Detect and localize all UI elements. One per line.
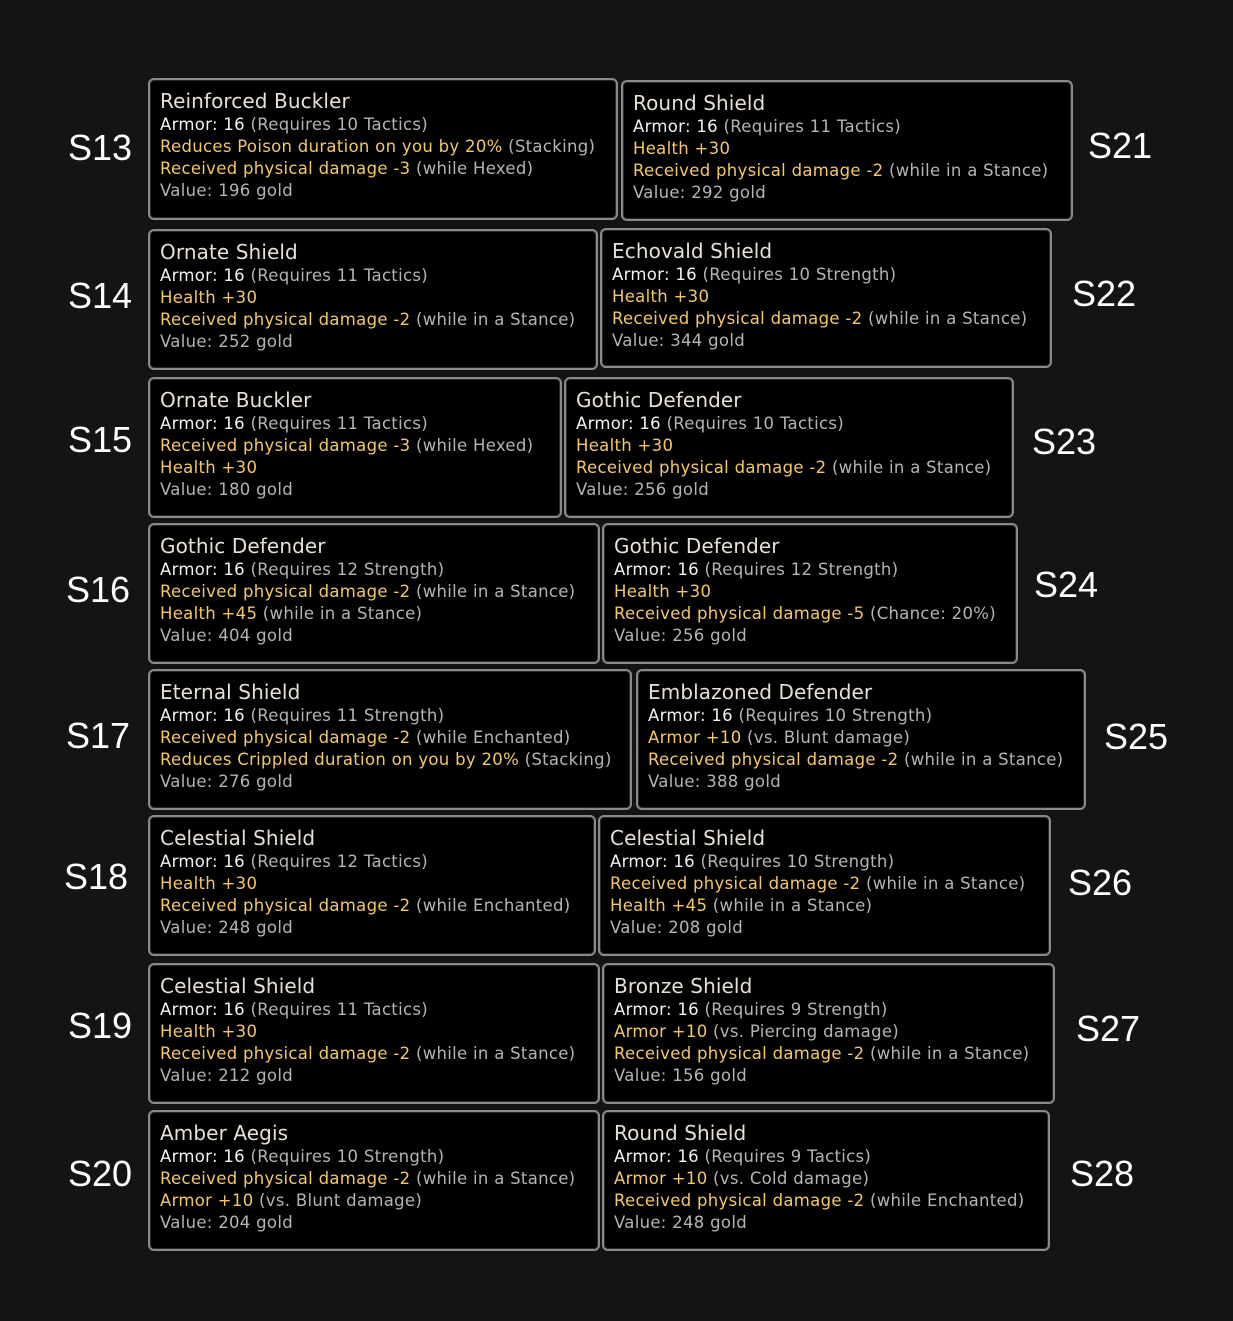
stat-note: (while in a Stance) bbox=[410, 310, 576, 329]
stat-note: Value: 212 gold bbox=[160, 1066, 293, 1085]
item-name: Gothic Defender bbox=[160, 534, 326, 558]
item-name: Echovald Shield bbox=[612, 239, 773, 263]
stat-line bbox=[576, 457, 1002, 479]
stat-note: Value: 292 gold bbox=[633, 183, 766, 202]
stat-modifier: Received physical damage -2 bbox=[633, 161, 884, 180]
stat-note: (Chance: 20%) bbox=[864, 604, 996, 623]
stat-line bbox=[160, 581, 588, 603]
stat-line bbox=[648, 749, 1074, 771]
stat-line bbox=[614, 999, 1043, 1021]
stat-note: Value: 180 gold bbox=[160, 480, 293, 499]
stat-line bbox=[614, 1065, 1043, 1087]
stat-line bbox=[160, 559, 588, 581]
slot-label-s22: S22 bbox=[1072, 273, 1137, 314]
item-name: Reinforced Buckler bbox=[160, 89, 350, 113]
stat-modifier: Health +30 bbox=[576, 436, 674, 455]
stat-modifier: Received physical damage -2 bbox=[160, 896, 411, 915]
stat-line bbox=[633, 160, 1061, 182]
stat-modifier: Received physical damage -2 bbox=[160, 582, 411, 601]
stat-note: (while in a Stance) bbox=[862, 309, 1028, 328]
slot-label-s28: S28 bbox=[1070, 1153, 1135, 1194]
stat-modifier: Health +30 bbox=[160, 288, 258, 307]
item-name: Celestial Shield bbox=[160, 974, 316, 998]
stat-line bbox=[612, 308, 1040, 330]
stat-modifier: Reduces Crippled duration on you by 20% bbox=[160, 750, 520, 769]
stat-value: Armor: 16 bbox=[612, 265, 697, 284]
stat-note: (while Hexed) bbox=[410, 436, 534, 455]
stat-note: Value: 276 gold bbox=[160, 772, 293, 791]
stat-line bbox=[610, 895, 1039, 917]
stat-note: Value: 252 gold bbox=[160, 332, 293, 351]
stat-note: (while in a Stance) bbox=[898, 750, 1064, 769]
slot-label-s18: S18 bbox=[64, 856, 129, 897]
stat-line bbox=[160, 771, 620, 793]
stat-note: (Stacking) bbox=[519, 750, 612, 769]
slot-label-s15: S15 bbox=[68, 419, 133, 460]
stat-note: (while in a Stance) bbox=[864, 1044, 1030, 1063]
stat-line bbox=[614, 1168, 1038, 1190]
stat-value: Armor: 16 bbox=[160, 1000, 245, 1019]
stat-line bbox=[160, 114, 606, 136]
stat-note: (while Enchanted) bbox=[410, 728, 571, 747]
slot-label-s21: S21 bbox=[1088, 125, 1153, 166]
slot-label-s26: S26 bbox=[1068, 862, 1133, 903]
stat-modifier: Received physical damage -2 bbox=[610, 874, 861, 893]
stat-value: Armor: 16 bbox=[576, 414, 661, 433]
stat-modifier: Health +30 bbox=[614, 582, 712, 601]
stat-line bbox=[160, 1168, 588, 1190]
item-card-s19 bbox=[148, 963, 600, 1104]
slot-label-s20: S20 bbox=[68, 1153, 133, 1194]
stat-line bbox=[160, 331, 586, 353]
stat-line bbox=[160, 309, 586, 331]
stat-note: (Requires 12 Strength) bbox=[698, 560, 899, 579]
stat-line bbox=[614, 625, 1006, 647]
stat-modifier: Health +30 bbox=[160, 874, 258, 893]
stat-note: (Requires 10 Strength) bbox=[696, 265, 897, 284]
stat-line bbox=[160, 1190, 588, 1212]
stat-note: (while in a Stance) bbox=[860, 874, 1026, 893]
stat-note: (Stacking) bbox=[502, 137, 596, 156]
stat-line bbox=[160, 158, 606, 180]
stat-line bbox=[160, 917, 584, 939]
stat-modifier: Received physical damage -2 bbox=[160, 728, 411, 747]
item-name: Celestial Shield bbox=[610, 826, 766, 850]
stat-line bbox=[160, 727, 620, 749]
stat-line bbox=[160, 457, 550, 479]
stat-value: Armor: 16 bbox=[614, 1000, 699, 1019]
stat-line bbox=[160, 1212, 588, 1234]
stat-modifier: Received physical damage -2 bbox=[160, 310, 411, 329]
stat-line bbox=[614, 581, 1006, 603]
stat-line bbox=[612, 330, 1040, 352]
stat-modifier: Health +30 bbox=[612, 287, 710, 306]
stat-modifier: Received physical damage -2 bbox=[648, 750, 899, 769]
stat-line bbox=[160, 479, 550, 501]
stat-note: (Requires 11 Tactics) bbox=[244, 1000, 428, 1019]
stat-line bbox=[160, 851, 584, 873]
stat-line bbox=[160, 136, 606, 158]
stat-line bbox=[614, 1212, 1038, 1234]
item-card-s28 bbox=[602, 1110, 1050, 1251]
stat-line bbox=[160, 873, 584, 895]
slot-label-s19: S19 bbox=[68, 1005, 133, 1046]
stat-note: (while in a Stance) bbox=[410, 582, 576, 601]
stat-line bbox=[614, 559, 1006, 581]
stat-note: (while Enchanted) bbox=[410, 896, 571, 915]
stat-modifier: Health +45 bbox=[610, 896, 708, 915]
stat-line bbox=[160, 435, 550, 457]
stat-note: Value: 388 gold bbox=[648, 772, 781, 791]
item-name: Emblazoned Defender bbox=[648, 680, 873, 704]
stat-note: (Requires 10 Strength) bbox=[732, 706, 933, 725]
stat-line bbox=[160, 1043, 588, 1065]
item-card-s13 bbox=[148, 78, 618, 220]
stat-note: Value: 156 gold bbox=[614, 1066, 747, 1085]
stat-line bbox=[160, 603, 588, 625]
stat-value: Armor: 16 bbox=[160, 414, 245, 433]
stat-line bbox=[612, 286, 1040, 308]
stat-line bbox=[610, 917, 1039, 939]
stat-modifier: Received physical damage -2 bbox=[614, 1044, 865, 1063]
stat-note: (vs. Piercing damage) bbox=[707, 1022, 900, 1041]
stat-line bbox=[160, 705, 620, 727]
item-card-s22 bbox=[600, 228, 1052, 368]
stat-note: (Requires 12 Strength) bbox=[244, 560, 445, 579]
stat-note: (while in a Stance) bbox=[410, 1169, 576, 1188]
stat-note: Value: 344 gold bbox=[612, 331, 745, 350]
item-card-s26 bbox=[598, 815, 1051, 956]
item-card-s27 bbox=[602, 963, 1055, 1104]
item-name: Round Shield bbox=[614, 1121, 747, 1145]
item-name: Eternal Shield bbox=[160, 680, 301, 704]
item-card-s21 bbox=[621, 80, 1073, 221]
stat-note: (Requires 10 Tactics) bbox=[660, 414, 844, 433]
stat-value: Armor: 16 bbox=[160, 266, 245, 285]
stat-value: Armor: 16 bbox=[633, 117, 718, 136]
item-card-s23 bbox=[564, 377, 1014, 518]
item-name: Bronze Shield bbox=[614, 974, 753, 998]
stat-modifier: Received physical damage -5 bbox=[614, 604, 865, 623]
item-name: Gothic Defender bbox=[614, 534, 780, 558]
stat-line bbox=[648, 705, 1074, 727]
stat-modifier: Armor +10 bbox=[648, 728, 742, 747]
stat-line bbox=[160, 265, 586, 287]
stat-value: Armor: 16 bbox=[610, 852, 695, 871]
stat-line bbox=[614, 1021, 1043, 1043]
stat-modifier: Health +45 bbox=[160, 604, 258, 623]
item-name: Amber Aegis bbox=[160, 1121, 289, 1145]
stat-modifier: Received physical damage -2 bbox=[576, 458, 827, 477]
slot-label-s24: S24 bbox=[1034, 564, 1099, 605]
stat-line bbox=[614, 1043, 1043, 1065]
stat-line bbox=[612, 264, 1040, 286]
stat-note: (Requires 12 Tactics) bbox=[244, 852, 428, 871]
slot-label-s14: S14 bbox=[68, 275, 133, 316]
stat-modifier: Received physical damage -2 bbox=[160, 1169, 411, 1188]
stat-line bbox=[614, 603, 1006, 625]
stat-modifier: Health +30 bbox=[160, 1022, 258, 1041]
stat-note: (while in a Stance) bbox=[410, 1044, 576, 1063]
stat-value: Armor: 16 bbox=[160, 560, 245, 579]
stat-modifier: Received physical damage -3 bbox=[160, 436, 411, 455]
stat-note: Value: 256 gold bbox=[614, 626, 747, 645]
stat-line bbox=[160, 287, 586, 309]
slot-label-s23: S23 bbox=[1032, 421, 1097, 462]
stat-note: (Requires 9 Tactics) bbox=[698, 1147, 872, 1166]
stat-note: (Requires 9 Strength) bbox=[698, 1000, 888, 1019]
stat-modifier: Received physical damage -2 bbox=[160, 1044, 411, 1063]
item-name: Ornate Buckler bbox=[160, 388, 312, 412]
stat-note: (while Hexed) bbox=[410, 159, 534, 178]
item-card-s18 bbox=[148, 815, 596, 956]
item-name: Round Shield bbox=[633, 91, 766, 115]
stat-line bbox=[160, 180, 606, 202]
stat-note: Value: 256 gold bbox=[576, 480, 709, 499]
stat-line bbox=[576, 413, 1002, 435]
stat-note: Value: 248 gold bbox=[614, 1213, 747, 1232]
stat-note: (while in a Stance) bbox=[883, 161, 1049, 180]
stat-line bbox=[610, 873, 1039, 895]
item-card-s17 bbox=[148, 669, 632, 810]
item-name: Ornate Shield bbox=[160, 240, 298, 264]
stat-note: (Requires 11 Tactics) bbox=[717, 117, 901, 136]
item-card-s14 bbox=[148, 229, 598, 370]
stat-note: (Requires 11 Strength) bbox=[244, 706, 445, 725]
stat-line bbox=[648, 771, 1074, 793]
stat-note: (while Enchanted) bbox=[864, 1191, 1025, 1210]
stat-modifier: Received physical damage -3 bbox=[160, 159, 411, 178]
stat-note: Value: 196 gold bbox=[160, 181, 293, 200]
stat-modifier: Reduces Poison duration on you by 20% bbox=[160, 137, 503, 156]
stat-line bbox=[633, 138, 1061, 160]
stat-note: Value: 248 gold bbox=[160, 918, 293, 937]
stat-value: Armor: 16 bbox=[614, 560, 699, 579]
item-card-s15 bbox=[148, 377, 562, 518]
stat-modifier: Armor +10 bbox=[614, 1169, 708, 1188]
stat-modifier: Received physical damage -2 bbox=[614, 1191, 865, 1210]
stat-note: (while in a Stance) bbox=[826, 458, 992, 477]
stat-value: Armor: 16 bbox=[160, 1147, 245, 1166]
stat-value: Armor: 16 bbox=[160, 706, 245, 725]
stat-modifier: Armor +10 bbox=[160, 1191, 254, 1210]
slot-label-s25: S25 bbox=[1104, 716, 1169, 757]
stat-line bbox=[610, 851, 1039, 873]
item-card-s16 bbox=[148, 523, 600, 664]
stat-value: Armor: 16 bbox=[160, 115, 245, 134]
slot-label-s16: S16 bbox=[66, 569, 131, 610]
stat-modifier: Health +30 bbox=[160, 458, 258, 477]
stat-note: (vs. Cold damage) bbox=[707, 1169, 870, 1188]
stat-modifier: Armor +10 bbox=[614, 1022, 708, 1041]
stat-line bbox=[160, 895, 584, 917]
item-card-s25 bbox=[636, 669, 1086, 810]
stat-line bbox=[160, 1021, 588, 1043]
stat-note: (Requires 11 Tactics) bbox=[244, 414, 428, 433]
stat-line bbox=[633, 116, 1061, 138]
stat-note: (Requires 10 Tactics) bbox=[244, 115, 428, 134]
stat-note: Value: 208 gold bbox=[610, 918, 743, 937]
stat-line bbox=[160, 1146, 588, 1168]
stat-line bbox=[576, 479, 1002, 501]
stat-line bbox=[160, 625, 588, 647]
stat-note: (vs. Blunt damage) bbox=[253, 1191, 423, 1210]
stat-note: Value: 404 gold bbox=[160, 626, 293, 645]
stat-value: Armor: 16 bbox=[614, 1147, 699, 1166]
stat-line bbox=[648, 727, 1074, 749]
stat-note: (Requires 10 Strength) bbox=[694, 852, 895, 871]
item-card-s20 bbox=[148, 1110, 600, 1251]
stat-line bbox=[576, 435, 1002, 457]
stat-value: Armor: 16 bbox=[160, 852, 245, 871]
stat-note: (Requires 10 Strength) bbox=[244, 1147, 445, 1166]
slot-label-s13: S13 bbox=[68, 127, 133, 168]
stat-line bbox=[614, 1146, 1038, 1168]
stat-line bbox=[160, 413, 550, 435]
stat-line bbox=[614, 1190, 1038, 1212]
stat-line bbox=[160, 749, 620, 771]
item-card-s24 bbox=[602, 523, 1018, 664]
stat-line bbox=[160, 1065, 588, 1087]
slot-label-s27: S27 bbox=[1076, 1008, 1141, 1049]
stat-value: Armor: 16 bbox=[648, 706, 733, 725]
stat-line bbox=[160, 999, 588, 1021]
item-name: Celestial Shield bbox=[160, 826, 316, 850]
stat-modifier: Health +30 bbox=[633, 139, 731, 158]
stat-modifier: Received physical damage -2 bbox=[612, 309, 863, 328]
stat-note: (vs. Blunt damage) bbox=[741, 728, 911, 747]
slot-label-s17: S17 bbox=[66, 715, 131, 756]
stat-note: (Requires 11 Tactics) bbox=[244, 266, 428, 285]
stat-note: (while in a Stance) bbox=[257, 604, 423, 623]
stat-note: Value: 204 gold bbox=[160, 1213, 293, 1232]
stat-line bbox=[633, 182, 1061, 204]
item-name: Gothic Defender bbox=[576, 388, 742, 412]
stat-note: (while in a Stance) bbox=[707, 896, 873, 915]
